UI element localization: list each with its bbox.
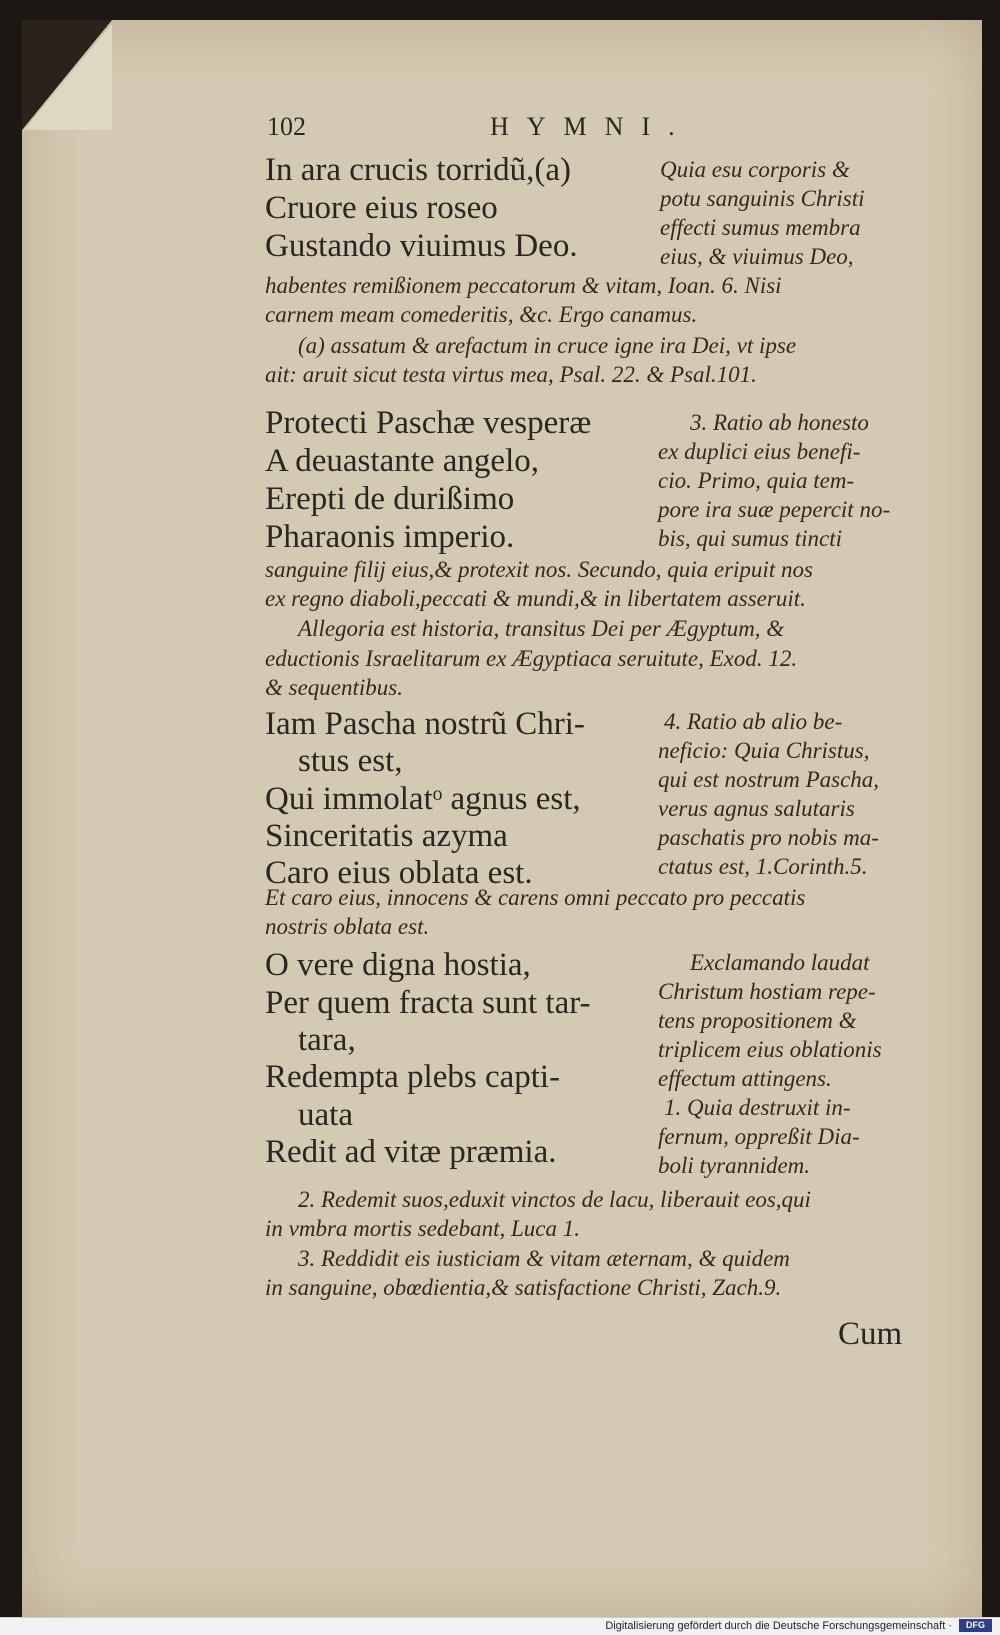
- commentary-line: eius, & viuimus Deo,: [660, 244, 854, 269]
- commentary-line: neficio: Quia Christus,: [658, 738, 870, 763]
- hymn-verse-line: A deuastante angelo,: [265, 443, 539, 479]
- hymn-verse-line: Per quem fracta sunt tar-: [265, 985, 591, 1021]
- commentary-line: tens propositionem &: [658, 1008, 857, 1033]
- commentary-line: qui est nostrum Pascha,: [658, 767, 880, 792]
- commentary-line: & sequentibus.: [265, 675, 403, 700]
- commentary-line: effecti sumus membra: [660, 215, 861, 240]
- commentary-line: triplicem eius oblationis: [658, 1037, 882, 1062]
- commentary-line: boli tyrannidem.: [658, 1153, 811, 1178]
- commentary-line: potu sanguinis Christi: [660, 186, 865, 211]
- commentary-line: Et caro eius, innocens & carens omni peccato pro peccatis: [265, 885, 806, 910]
- hymn-verse-line: stus est,: [298, 743, 403, 779]
- hymn-verse-line: Redit ad vitæ præmia.: [265, 1134, 557, 1170]
- hymn-verse-line: Iam Pascha nostrũ Chri-: [265, 706, 585, 742]
- digitization-footer: [0, 1617, 1000, 1635]
- commentary-line: effectum attingens.: [658, 1066, 832, 1091]
- funding-credit: Digitalisierung gefördert durch die Deutsche Forschungsgemeinschaft ·: [605, 1620, 952, 1632]
- commentary-line: in vmbra mortis sedebant, Luca 1.: [265, 1216, 580, 1241]
- commentary-line: Quia esu corporis &: [660, 157, 850, 182]
- commentary-line: Christum hostiam repe-: [658, 979, 876, 1004]
- commentary-line: 3. Ratio ab honesto: [690, 410, 869, 435]
- hymn-verse-line: Sinceritatis azyma: [265, 818, 508, 854]
- book-page: [22, 20, 982, 1618]
- dfg-logo: DFG: [959, 1619, 992, 1632]
- commentary-line: carnem meam comederitis, &c. Ergo canamus.: [265, 302, 698, 327]
- commentary-line: (a) assatum & arefactum in cruce igne ira Dei, vt ipse: [298, 333, 797, 358]
- commentary-line: Allegoria est historia, transitus Dei per Ægyptum, &: [298, 616, 785, 641]
- hymn-verse-line: Gustando viuimus Deo.: [265, 228, 578, 264]
- hymn-verse-line: Cum: [838, 1316, 903, 1352]
- hymn-verse-line: Qui immolatᵒ agnus est,: [265, 781, 581, 817]
- hymn-verse-line: Erepti de durißimo: [265, 481, 515, 517]
- hymn-verse-line: O vere digna hostia,: [265, 947, 531, 983]
- commentary-line: fernum, oppreßit Dia-: [658, 1124, 860, 1149]
- hymn-verse-line: Cruore eius roseo: [265, 190, 498, 226]
- hymn-verse-line: In ara crucis torridũ,(a): [265, 152, 572, 188]
- commentary-line: sanguine filij eius,& protexit nos. Secundo, quia eripuit nos: [265, 557, 813, 582]
- hymn-verse-line: tara,: [298, 1022, 356, 1058]
- commentary-line: ex regno diaboli,peccati & mundi,& in libertatem asseruit.: [265, 586, 806, 611]
- commentary-line: verus agnus salutaris: [658, 796, 855, 821]
- hymn-verse-line: Caro eius oblata est.: [265, 855, 533, 891]
- hymn-verse-line: uata: [298, 1097, 353, 1133]
- commentary-line: in sanguine, obœdientia,& satisfactione Christi, Zach.9.: [265, 1275, 782, 1300]
- commentary-line: pore ira suæ pepercit no-: [658, 497, 891, 522]
- hymn-verse-line: Pharaonis imperio.: [265, 519, 515, 555]
- commentary-line: eductionis Israelitarum ex Ægyptiaca seruitute, Exod. 12.: [265, 646, 798, 671]
- commentary-line: 1. Quia destruxit in-: [664, 1095, 851, 1120]
- commentary-line: ait: aruit sicut testa virtus mea, Psal. 22. & Psal.101.: [265, 362, 757, 387]
- hymn-verse-line: Protecti Paschæ vesperæ: [265, 405, 592, 441]
- commentary-line: Exclamando laudat: [690, 950, 870, 975]
- commentary-line: ctatus est, 1.Corinth.5.: [658, 854, 868, 879]
- commentary-line: ex duplici eius benefi-: [658, 439, 861, 464]
- commentary-line: nostris oblata est.: [265, 914, 430, 939]
- commentary-line: 4. Ratio ab alio be-: [664, 709, 843, 734]
- page-number: 102: [267, 112, 306, 141]
- commentary-line: habentes remißionem peccatorum & vitam, Ioan. 6. Nisi: [265, 273, 782, 298]
- folded-corner-flap: [24, 24, 112, 130]
- commentary-line: paschatis pro nobis ma-: [658, 825, 879, 850]
- commentary-line: 2. Redemit suos,eduxit vinctos de lacu, liberauit eos,qui: [298, 1187, 811, 1212]
- hymn-verse-line: Redempta plebs capti-: [265, 1059, 561, 1095]
- commentary-line: bis, qui sumus tincti: [658, 526, 843, 551]
- running-title: HYMNI.: [490, 112, 693, 141]
- commentary-line: cio. Primo, quia tem-: [658, 468, 855, 493]
- commentary-line: 3. Reddidit eis iusticiam & vitam æternam, & quidem: [298, 1246, 790, 1271]
